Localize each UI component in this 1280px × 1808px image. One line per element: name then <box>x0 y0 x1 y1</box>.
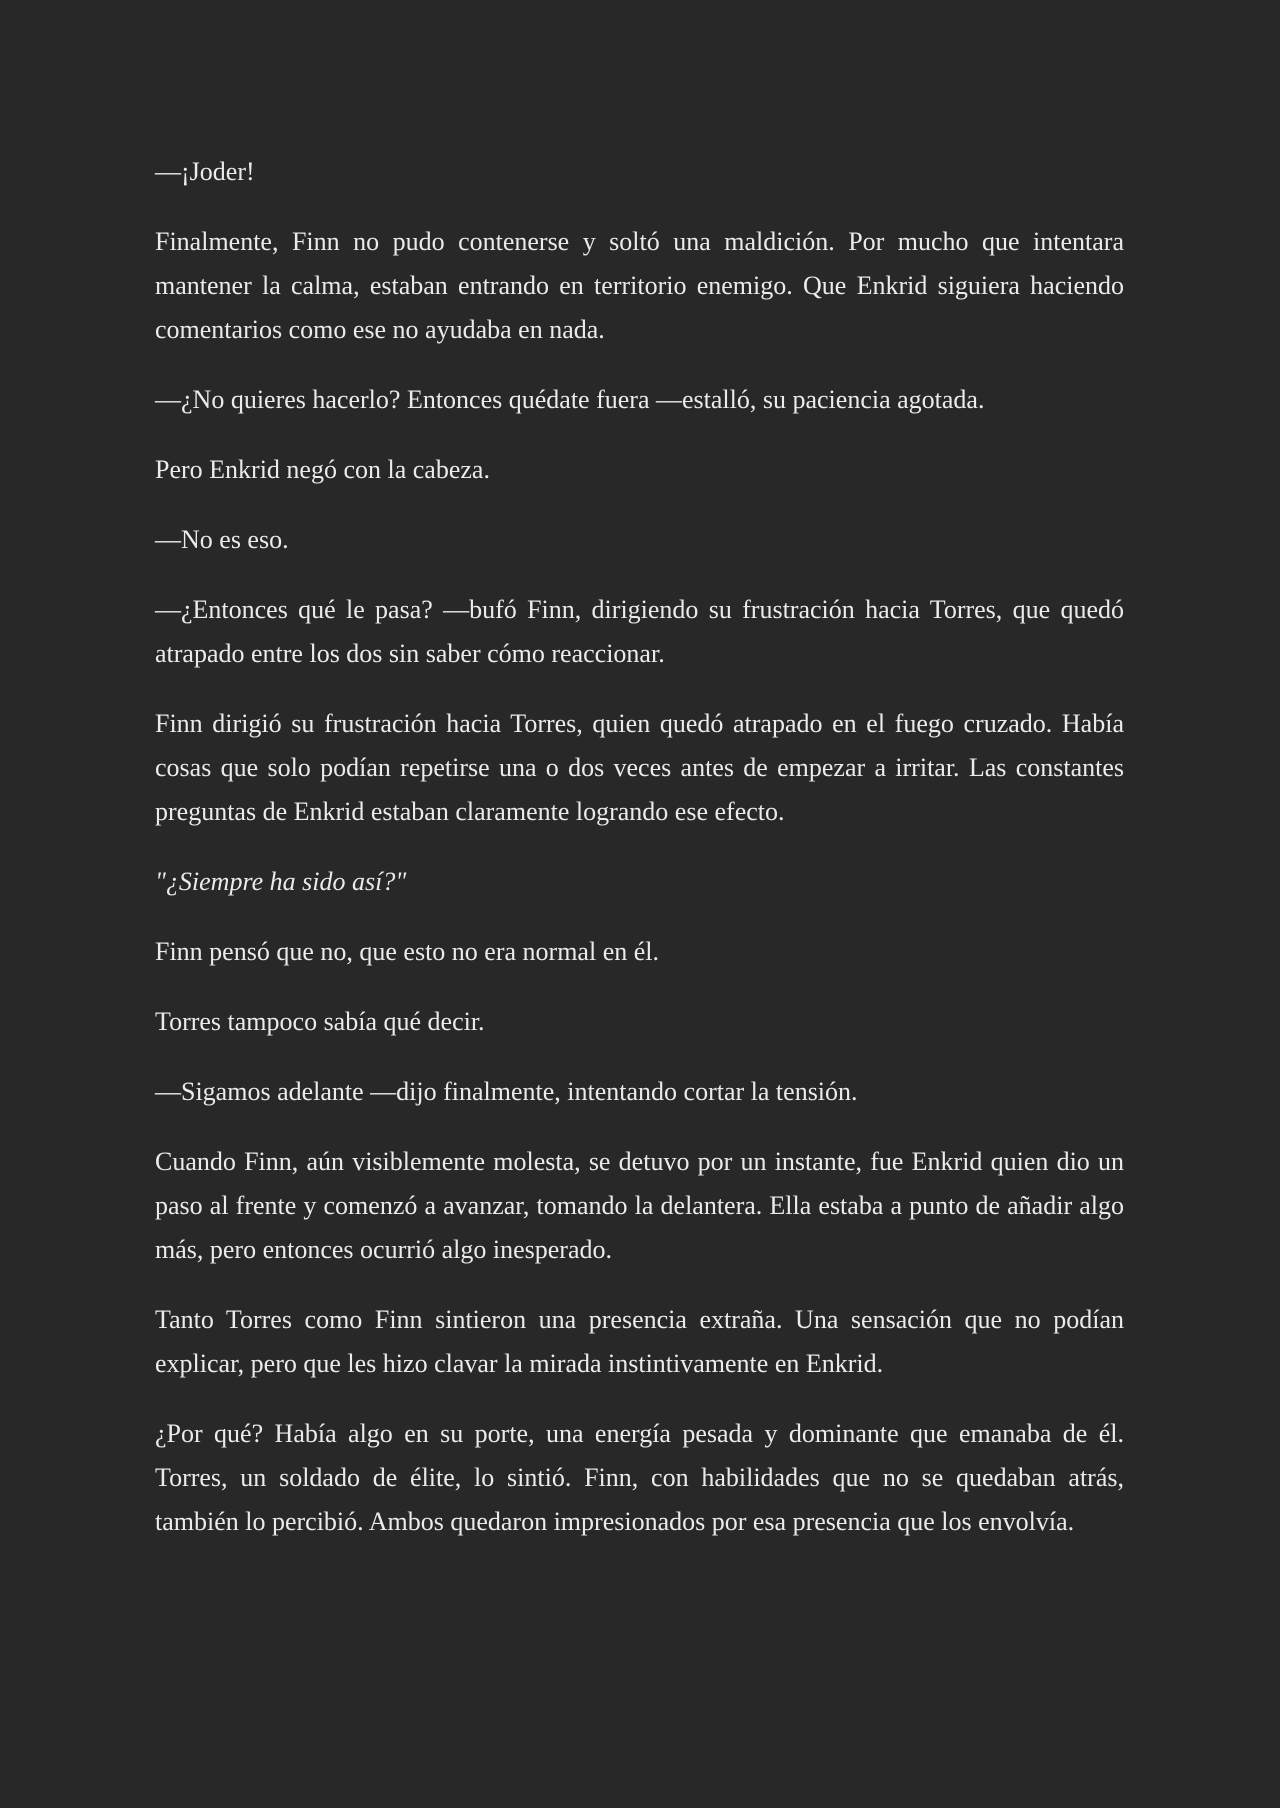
paragraph-1: —¡Joder! <box>155 157 255 186</box>
paragraph-10: Torres tampoco sabía qué decir. <box>155 1007 485 1036</box>
paragraph-9: Finn pensó que no, que esto no era normal en él. <box>155 937 659 966</box>
paragraph-6: —¿Entonces qué le pasa? —bufó Finn, dirigiendo su frustración hacia Torres, que quedó atrapado entre los dos sin saber cómo reaccionar. <box>155 595 1124 668</box>
paragraph-3: —¿No quieres hacerlo? Entonces quédate fuera —estalló, su paciencia agotada. <box>155 385 985 414</box>
paragraph-2: Finalmente, Finn no pudo contenerse y soltó una maldición. Por mucho que intentara mantener la calma, estaban entrando en territorio enemigo. Que Enkrid siguiera haciendo comentarios como ese no ayudaba en nada. <box>155 227 1124 344</box>
paragraph-12: Cuando Finn, aún visiblemente molesta, se detuvo por un instante, fue Enkrid quien dio un paso al frente y comenzó a avanzar, tomando la delantera. Ella estaba a punto de añadir algo más, pero entonces ocurrió algo inesperado. <box>155 1147 1124 1264</box>
paragraph-11: —Sigamos adelante —dijo finalmente, intentando cortar la tensión. <box>155 1077 858 1106</box>
paragraph-7: Finn dirigió su frustración hacia Torres, quien quedó atrapado en el fuego cruzado. Había cosas que solo podían repetirse una o dos veces antes de empezar a irritar. Las constantes preguntas de Enkrid estaban claramente logrando ese efecto. <box>155 709 1124 826</box>
paragraph-13: Tanto Torres como Finn sintieron una presencia extraña. Una sensación que no podían explicar, pero que les hizo clavar la mirada instintivamente en Enkrid. <box>155 1305 1124 1378</box>
paragraph-14: ¿Por qué? Había algo en su porte, una energía pesada y dominante que emanaba de él. Torres, un soldado de élite, lo sintió. Finn, con habilidades que no se quedaban atrás, también lo percibió. Ambos quedaron impresionados por esa presencia que los envolvía. <box>155 1419 1124 1536</box>
paragraph-4: Pero Enkrid negó con la cabeza. <box>155 455 490 484</box>
paragraph-8-italic-thought: "¿Siempre ha sido así?" <box>155 867 407 896</box>
paragraph-5: —No es eso. <box>155 525 289 554</box>
